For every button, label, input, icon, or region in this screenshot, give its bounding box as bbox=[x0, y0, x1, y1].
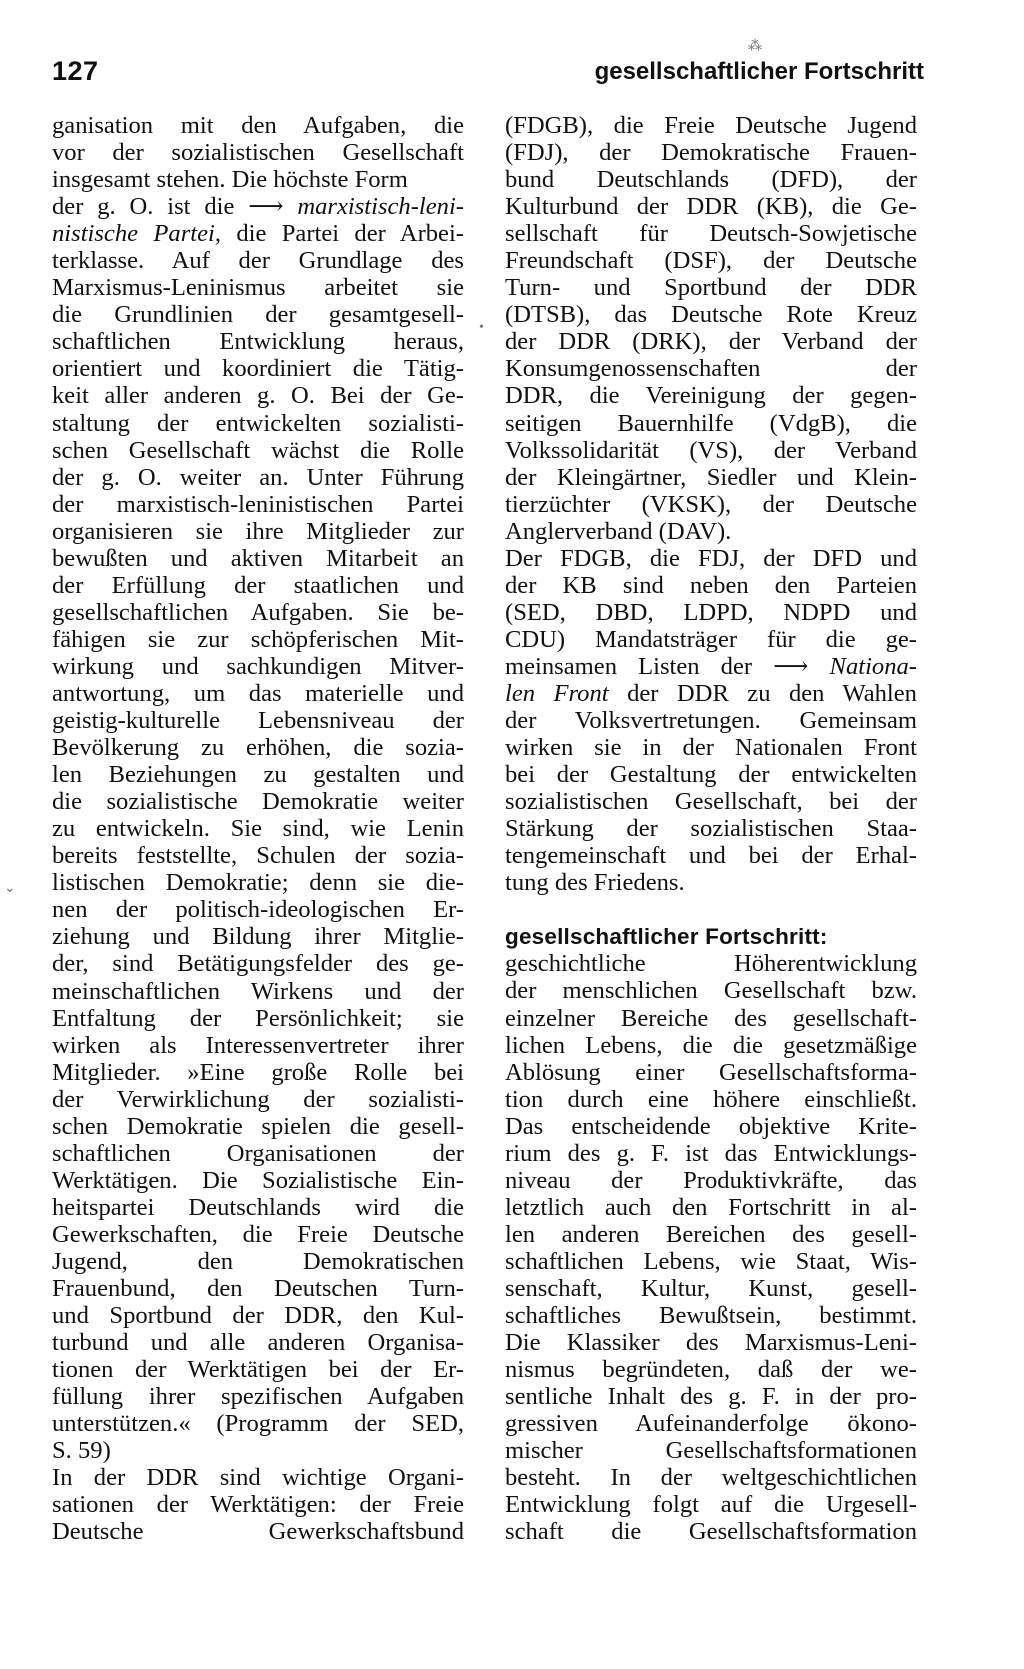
text-line: sentliche Inhalt des g. F. in der pro- bbox=[505, 1383, 917, 1411]
text-line: der Erfüllung der staatlichen und bbox=[52, 571, 464, 599]
text-line: und Sportbund der DDR, den Kul- bbox=[52, 1302, 464, 1330]
text-line: schaftlichen Organisationen der bbox=[52, 1139, 464, 1167]
text-line: Der FDGB, die FDJ, der DFD und bbox=[505, 544, 917, 572]
cross-reference: Nationa- bbox=[829, 652, 917, 680]
text-line: organisieren sie ihre Mitglieder zur bbox=[52, 517, 464, 545]
text-line: DDR, die Vereinigung der gegen- bbox=[505, 382, 917, 410]
text-line: vor der sozialistischen Gesellschaft bbox=[52, 139, 464, 167]
text-line: Stärkung der sozialistischen Staa- bbox=[505, 815, 917, 843]
right-column bbox=[505, 112, 917, 1545]
text-line: sellschaft für Deutsch-Sowjetische bbox=[505, 220, 917, 248]
right-column-block-2 bbox=[505, 950, 917, 1545]
text-line: besteht. In der weltgeschichtlichen bbox=[505, 1464, 917, 1492]
text-line: Werktätigen. Die Sozialistische Ein- bbox=[52, 1166, 464, 1194]
text-line: gressiven Aufeinanderfolge ökono- bbox=[505, 1410, 917, 1438]
text-line: Entfaltung der Persönlichkeit; sie bbox=[52, 1004, 464, 1032]
cross-reference: marxistisch-leni- bbox=[297, 193, 464, 221]
running-head: gesellschaftlicher Fortschritt bbox=[594, 58, 924, 85]
text-line: wirkung und sachkundigen Mitver- bbox=[52, 652, 464, 680]
text-line: staltung der entwickelten sozialisti- bbox=[52, 409, 464, 437]
text-line: Mitglieder. »Eine große Rolle bei bbox=[52, 1058, 464, 1086]
text-line: schaftlichen Lebens, wie Staat, Wis- bbox=[505, 1247, 917, 1275]
left-column bbox=[52, 112, 464, 1545]
paragraph-gap bbox=[505, 896, 917, 923]
page-number: 127 bbox=[52, 56, 99, 86]
text-line: senschaft, Kultur, Kunst, gesell- bbox=[505, 1274, 917, 1302]
text-line: schen Gesellschaft wächst die Rolle bbox=[52, 436, 464, 464]
text-line: tengemeinschaft und bei der Erhal- bbox=[505, 842, 917, 870]
text-line: einzelner Bereiche des gesellschaft- bbox=[505, 1004, 917, 1032]
text-line: sationen der Werktätigen: der Freie bbox=[52, 1491, 464, 1519]
text-line: bei der Gestaltung der entwickelten bbox=[505, 761, 917, 789]
text-line: gesellschaftlichen Aufgaben. Sie be- bbox=[52, 598, 464, 626]
text-line: schen Demokratie spielen die gesell- bbox=[52, 1112, 464, 1140]
scan-speck: ⁂ bbox=[748, 39, 762, 54]
text-fragment: meinsamen Listen der ⟶ bbox=[505, 652, 830, 680]
text-line: orientiert und koordiniert die Tätig- bbox=[52, 355, 464, 383]
text-line: (DTSB), das Deutsche Rote Kreuz bbox=[505, 301, 917, 329]
text-line bbox=[52, 220, 464, 247]
text-line: Turn- und Sportbund der DDR bbox=[505, 274, 917, 302]
text-line: letztlich auch den Fortschritt in al- bbox=[505, 1193, 917, 1221]
text-line: lichen Lebens, die die gesetzmäßige bbox=[505, 1031, 917, 1059]
text-line: der KB sind neben den Parteien bbox=[505, 571, 917, 599]
entry-heading: gesellschaftlicher Fortschritt: bbox=[505, 924, 828, 950]
text-line bbox=[52, 193, 464, 220]
text-line: rium des g. F. ist das Entwicklungs- bbox=[505, 1139, 917, 1167]
text-line: geistig-kulturelle Lebensniveau der bbox=[52, 707, 464, 735]
text-line: wirken als Interessenvertreter ihrer bbox=[52, 1031, 464, 1059]
text-line: terklasse. Auf der Grundlage des bbox=[52, 247, 464, 275]
text-line: nen der politisch-ideologischen Er- bbox=[52, 896, 464, 924]
text-line: Deutsche Gewerkschaftsbund bbox=[52, 1518, 464, 1546]
cross-reference: nistische Partei, bbox=[52, 220, 222, 248]
text-line: tionen der Werktätigen bei der Er- bbox=[52, 1356, 464, 1384]
text-line: Kulturbund der DDR (KB), die Ge- bbox=[505, 193, 917, 221]
text-line: der Verwirklichung der sozialisti- bbox=[52, 1085, 464, 1113]
text-line: die Grundlinien der gesamtgesell- bbox=[52, 301, 464, 329]
text-line: niveau der Produktivkräfte, das bbox=[505, 1166, 917, 1194]
text-line: der, sind Betätigungsfelder des ge- bbox=[52, 950, 464, 978]
text-line: Das entscheidende objektive Krite- bbox=[505, 1112, 917, 1140]
text-line: unterstützen.« (Programm der SED, bbox=[52, 1410, 464, 1438]
text-line: schaftliches Bewußtsein, bestimmt. bbox=[505, 1302, 917, 1330]
text-line: die sozialistische Demokratie weiter bbox=[52, 788, 464, 816]
text-line: Bevölkerung zu erhöhen, die sozia- bbox=[52, 734, 464, 762]
text-line: insgesamt stehen. Die höchste Form bbox=[52, 166, 408, 194]
scan-speck: ⌄ bbox=[4, 881, 16, 896]
text-line: Frauenbund, den Deutschen Turn- bbox=[52, 1275, 464, 1303]
text-line: (SED, DBD, LDPD, NDPD und bbox=[505, 598, 917, 626]
text-line: Konsumgenossenschaften der bbox=[505, 355, 917, 383]
text-line: zu entwickeln. Sie sind, wie Lenin bbox=[52, 815, 464, 843]
text-line: füllung ihrer spezifischen Aufgaben bbox=[52, 1383, 464, 1411]
text-line: der marxistisch-leninistischen Partei bbox=[52, 490, 464, 518]
text-line: len anderen Bereichen des gesell- bbox=[505, 1220, 917, 1248]
text-line: der Kleingärtner, Siedler und Klein- bbox=[505, 463, 917, 491]
text-line bbox=[505, 680, 917, 707]
text-line: Volkssolidarität (VS), der Verband bbox=[505, 436, 917, 464]
right-column-block-1 bbox=[505, 112, 917, 896]
text-line: seitigen Bauernhilfe (VdgB), die bbox=[505, 409, 917, 437]
text-fragment: der g. O. ist die ⟶ bbox=[52, 193, 298, 221]
text-line: der DDR (DRK), der Verband der bbox=[505, 328, 917, 356]
text-line: der Volksvertretungen. Gemeinsam bbox=[505, 707, 917, 735]
text-line: Anglerverband (DAV). bbox=[505, 517, 732, 545]
text-line: wirken sie in der Nationalen Front bbox=[505, 734, 917, 762]
text-line: tion durch eine höhere einschließt. bbox=[505, 1085, 917, 1113]
text-line: Die Klassiker des Marxismus-Leni- bbox=[505, 1329, 917, 1357]
text-line: Gewerkschaften, die Freie Deutsche bbox=[52, 1220, 464, 1248]
text-line: tung des Friedens. bbox=[505, 869, 685, 897]
page-header bbox=[52, 56, 924, 92]
text-fragment: der DDR zu den Wahlen bbox=[608, 679, 917, 707]
text-line: CDU) Mandatsträger für die ge- bbox=[505, 625, 917, 653]
text-line: tierzüchter (VKSK), der Deutsche bbox=[505, 490, 917, 518]
text-line bbox=[505, 653, 917, 680]
text-line: nismus begründeten, daß der we- bbox=[505, 1356, 917, 1384]
text-line: Jugend, den Demokratischen bbox=[52, 1247, 464, 1275]
text-line: der g. O. weiter an. Unter Führung bbox=[52, 463, 464, 491]
scan-speck: • bbox=[479, 320, 484, 335]
text-fragment: die Partei der Arbei- bbox=[221, 220, 464, 248]
text-line: mischer Gesellschaftsformationen bbox=[505, 1437, 917, 1465]
text-line: geschichtliche Höherentwicklung bbox=[505, 950, 917, 978]
text-line: meinschaftlichen Wirkens und der bbox=[52, 977, 464, 1005]
text-line: turbund und alle anderen Organisa- bbox=[52, 1329, 464, 1357]
text-line: antwortung, um das materielle und bbox=[52, 679, 464, 707]
text-line: bereits feststellte, Schulen der sozia- bbox=[52, 842, 464, 870]
text-line: sozialistischen Gesellschaft, bei der bbox=[505, 788, 917, 816]
text-line: Entwicklung folgt auf die Urgesell- bbox=[505, 1491, 917, 1519]
text-line: der menschlichen Gesellschaft bzw. bbox=[505, 977, 917, 1005]
text-line: fähigen sie zur schöpferischen Mit- bbox=[52, 625, 464, 653]
text-line: listischen Demokratie; denn sie die- bbox=[52, 869, 464, 897]
text-line: S. 59) bbox=[52, 1437, 111, 1465]
text-line: ziehung und Bildung ihrer Mitglie- bbox=[52, 923, 464, 951]
cross-reference: len Front bbox=[505, 679, 609, 707]
text-line: (FDJ), der Demokratische Frauen- bbox=[505, 139, 917, 167]
text-line: Freundschaft (DSF), der Deutsche bbox=[505, 247, 917, 275]
text-line: Ablösung einer Gesellschaftsforma- bbox=[505, 1058, 917, 1086]
text-line: schaftlichen Entwicklung heraus, bbox=[52, 328, 464, 356]
text-line: In der DDR sind wichtige Organi- bbox=[52, 1464, 464, 1492]
text-line: schaft die Gesellschaftsformation bbox=[505, 1518, 917, 1546]
text-line: ganisation mit den Aufgaben, die bbox=[52, 112, 464, 139]
text-line: (FDGB), die Freie Deutsche Jugend bbox=[505, 112, 917, 139]
text-line: keit aller anderen g. O. Bei der Ge- bbox=[52, 382, 464, 410]
text-line: Marxismus-Leninismus arbeitet sie bbox=[52, 274, 464, 302]
text-line: bewußten und aktiven Mitarbeit an bbox=[52, 544, 464, 572]
text-line: heitspartei Deutschlands wird die bbox=[52, 1193, 464, 1221]
text-line: len Beziehungen zu gestalten und bbox=[52, 761, 464, 789]
text-line: bund Deutschlands (DFD), der bbox=[505, 166, 917, 194]
